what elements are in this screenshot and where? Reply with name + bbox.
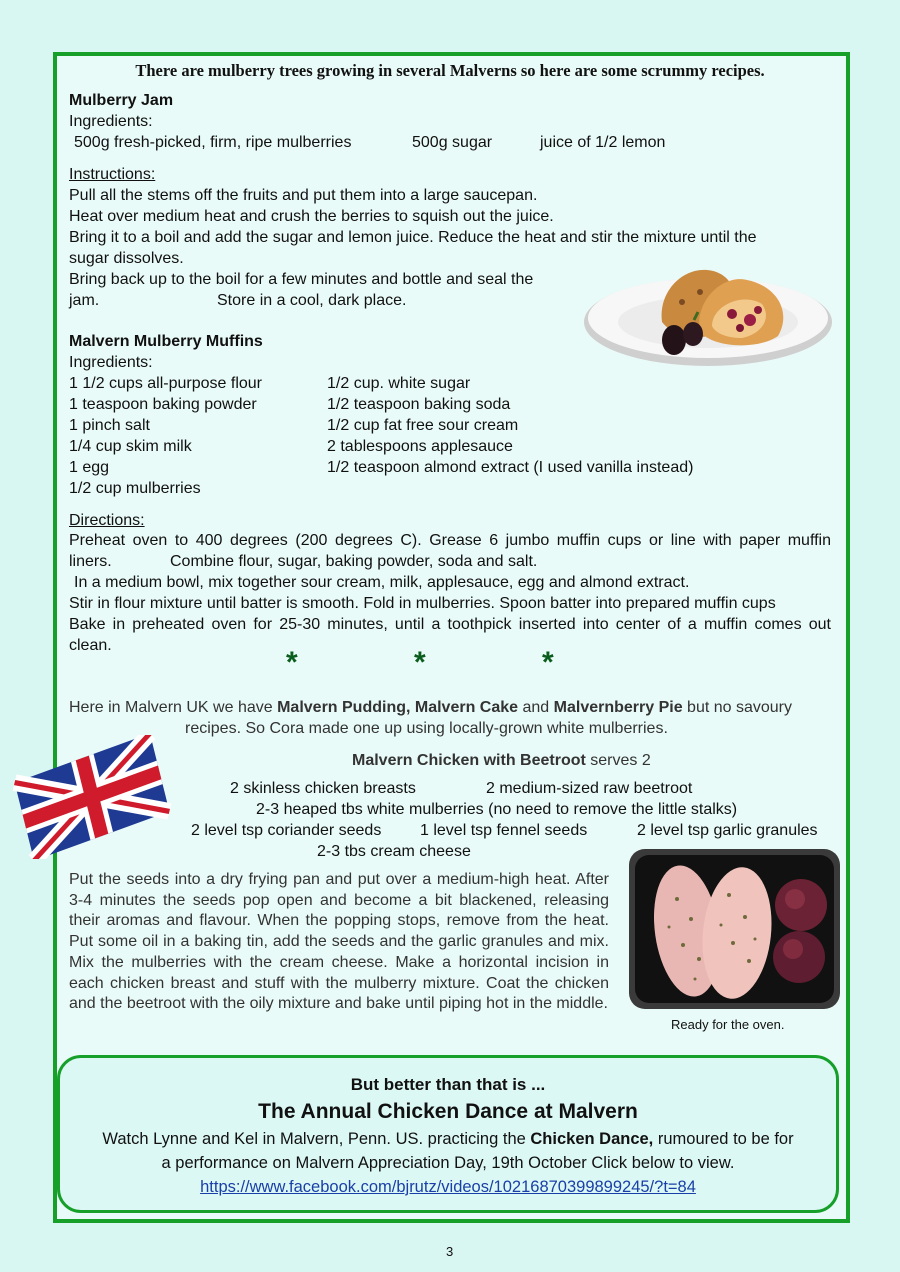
chicken-title-line: Malvern Chicken with Beetroot serves 2 [352,752,651,769]
muffin-ingredient: 1 1/2 cups all-purpose flour [69,375,262,392]
jam-ingredients-label: Ingredients: [69,113,153,130]
chicken-ingredient: 2-3 heaped tbs white mulberries (no need to remove the little stalks) [256,801,738,818]
separator-star: * [542,646,554,679]
muffin-ingredient: 1/2 teaspoon baking soda [327,396,511,413]
chicken-ingredient: 2 medium-sized raw beetroot [486,780,693,797]
muffins-direction-line: clean. [69,637,112,654]
muffins-direction-line: In a medium bowl, mix together sour cream, milk, applesauce, egg and almond extract. [74,574,690,591]
muffin-ingredient: 1 teaspoon baking powder [69,396,257,413]
muffins-direction-line: Preheat oven to 400 degrees (200 degrees C). Grease 6 jumbo muffin cups or line with paper muffin [69,532,831,549]
jam-ingredient: 500g fresh-picked, firm, ripe mulberries [74,134,352,151]
callout-line: But better than that is ... [350,1075,546,1094]
muffin-ingredient: 2 tablespoons applesauce [327,438,513,455]
muffins-title: Malvern Mulberry Muffins [69,333,263,350]
chicken-ingredient: 1 level tsp fennel seeds [420,822,588,839]
muffin-photo [582,262,836,370]
jam-instruction-line: Pull all the stems off the fruits and put them into a large saucepan. [69,187,538,204]
muffin-ingredient: 1/2 cup fat free sour cream [327,417,519,434]
muffins-direction-line: Stir in flour mixture until batter is smooth. Fold in mulberries. Spoon batter into prepared muffin cups [69,595,776,612]
chicken-title: Malvern Chicken with Beetroot [352,752,586,769]
muffin-ingredient: 1/4 cup skim milk [69,438,192,455]
jam-instruction-line: Heat over medium heat and crush the berries to squish out the juice. [69,208,554,225]
muffins-directions-label: Directions: [69,512,145,529]
callout-heading: The Annual Chicken Dance at Malvern [258,1100,638,1123]
muffin-ingredient: 1/2 teaspoon almond extract (I used vanilla instead) [327,459,694,476]
jam-instruction-line: Bring it to a boil and add the sugar and lemon juice. Reduce the heat and stir the mixture until the [69,229,757,246]
chicken-dance-callout [57,1055,839,1213]
separator-star: * [414,646,426,679]
page-number: 3 [446,1244,454,1259]
muffin-ingredient: 1/2 cup. white sugar [327,375,471,392]
callout-line: Watch Lynne and Kel in Malvern, Penn. US. practicing the Chicken Dance, rumoured to be for [102,1130,794,1148]
separator-star: * [286,646,298,679]
uk-paragraph-line: recipes. So Cora made one up using locally-grown white mulberries. [185,720,668,737]
muffin-ingredient: 1 pinch salt [69,417,150,434]
chicken-photo [629,849,840,1009]
jam-instruction-line: sugar dissolves. [69,250,184,267]
jam-ingredient: juice of 1/2 lemon [540,134,666,151]
muffins-direction-line: Bake in preheated oven for 25-30 minutes, until a toothpick inserted into center of a muffin comes out [69,616,831,633]
muffins-ingredients-label: Ingredients: [69,354,153,371]
chicken-ingredient: 2-3 tbs cream cheese [317,843,471,860]
union-jack-flag-icon [10,735,174,859]
callout-line: a performance on Malvern Appreciation Day, 19th October Click below to view. [161,1154,735,1172]
jam-title: Mulberry Jam [69,92,174,109]
muffin-ingredient: 1 egg [69,459,110,476]
chicken-method: Put the seeds into a dry frying pan and put over a medium-high heat. After 3-4 minutes the seeds pop open and become a bit blackened, releasing their aromas and flavour. When the popping stops, remove from the heat. Put some oil in a baking tin, add the seeds and the garlic granules and mix. Mix the mulberries with the cream cheese. Make a horizontal incision in each chicken breast and stuff with the mulberry mixture. Coat the chicken and the beetroot with the oily mixture and bake until piping hot in the middle. [69,871,609,1013]
intro-heading: There are mulberry trees growing in several Malverns so here are some scrummy recipes. [135,61,765,80]
muffins-direction-line: liners. [69,553,112,570]
chicken-ingredient: 2 level tsp coriander seeds [191,822,382,839]
muffin-ingredient: 1/2 cup mulberries [69,480,201,497]
jam-instructions-label: Instructions: [69,166,156,183]
chicken-ingredient: 2 skinless chicken breasts [230,780,416,797]
chicken-ingredient: 2 level tsp garlic granules [637,822,818,839]
jam-ingredient: 500g sugar [412,134,493,151]
jam-instruction-line: Bring back up to the boil for a few minutes and bottle and seal the [69,271,534,288]
jam-instruction-line: Store in a cool, dark place. [217,292,407,309]
muffins-direction-line: Combine flour, sugar, baking powder, soda and salt. [170,553,538,570]
uk-paragraph-line: Here in Malvern UK we have Malvern Pudding, Malvern Cake and Malvernberry Pie but no savoury [69,699,792,716]
chicken-photo-caption: Ready for the oven. [671,1017,785,1032]
jam-instruction-line: jam. [69,292,100,309]
facebook-video-link[interactable]: https://www.facebook.com/bjrutz/videos/10216870399899245/?t=84 [200,1178,696,1196]
